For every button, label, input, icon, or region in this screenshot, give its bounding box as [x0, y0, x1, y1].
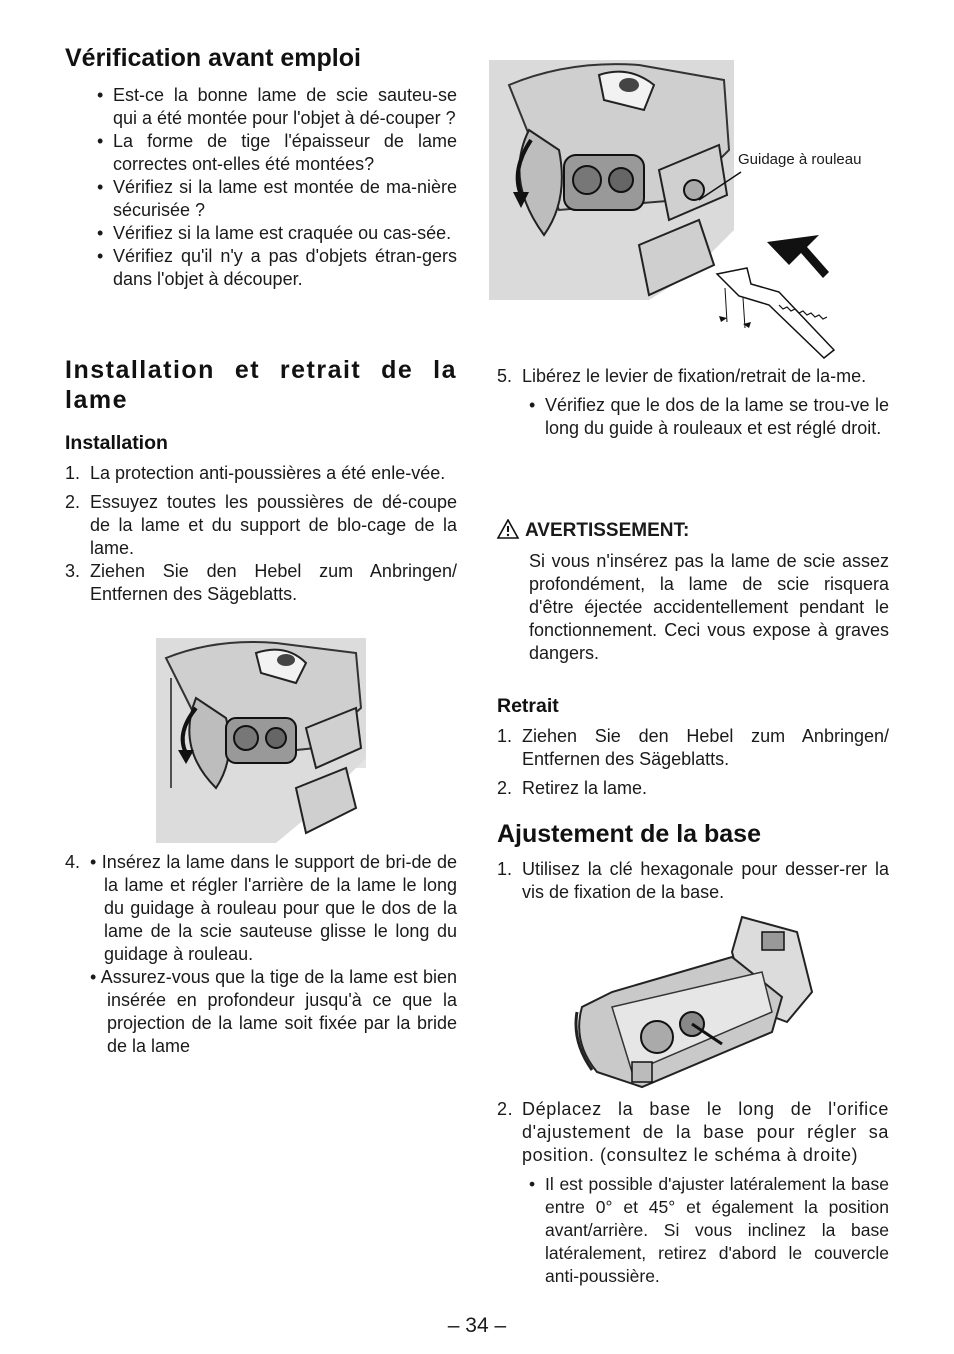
subsection-installation: Installation	[65, 432, 168, 454]
figure-caption-roller-guide: Guidage à rouleau	[738, 151, 862, 168]
list-item: • Vérifiez si la lame est craquée ou cas-sée.	[65, 222, 457, 245]
list-item: 5. Libérez le levier de fixation/retrait de la-me.	[497, 366, 867, 386]
subsection-retrait: Retrait	[497, 695, 559, 717]
base-step-2	[497, 1098, 889, 1288]
verification-list	[65, 84, 457, 291]
list-item: 3. Ziehen Sie den Hebel zum Anbringen/ Entfernen des Sägeblatts.	[65, 561, 457, 604]
warning-title: AVERTISSEMENT:	[525, 520, 690, 541]
list-item: 2. Retirez la lame.	[497, 778, 648, 798]
list-item: • Il est possible d'ajuster latéralement la base entre 0° et 45° et également la position avant/arrière. Si vous inclinez la base latéralement, retirez d'abord le couvercle anti-poussière.	[497, 1173, 889, 1288]
list-item: 4. • Insérez la lame dans le support de bri-de de la lame et régler l'arrière de la lame le long du guidage à rouleau pour que le dos de la lame de la scie sauteuse glisse le long du guidage à rouleau. • Assurez-vous que la tige de la lame est bien insérée en profondeur jusqu'à ce que la projection de la lame soit fixée par la bride de la lame	[65, 852, 457, 1056]
list-item: 2. Déplacez la base le long de l'orifice d'ajustement de la base pour régler sa position. (consultez le schéma à droite)	[497, 1099, 889, 1165]
installation-steps	[65, 462, 457, 606]
list-item: 1. Ziehen Sie den Hebel zum Anbringen/ Entfernen des Sägeblatts.	[497, 726, 889, 769]
step-5	[497, 365, 889, 440]
list-item: • Vérifiez que le dos de la lame se trou-ve le long du guide à rouleaux et est réglé droit.	[497, 394, 889, 440]
section-title-verification: Vérification avant emploi	[65, 44, 361, 72]
warning-heading	[497, 519, 689, 543]
base-step-1	[497, 858, 889, 904]
figure-lever-illustration	[156, 638, 366, 843]
figure-roller-guide-illustration	[489, 60, 889, 365]
page-number: – 34 –	[447, 1314, 507, 1337]
list-item: • La forme de tige l'épaisseur de lame correctes ont-elles été montées?	[65, 130, 457, 176]
list-item: 1. Utilisez la clé hexagonale pour desser-rer la vis de fixation de la base.	[497, 859, 889, 902]
list-item: • Vérifiez qu'il n'y a pas d'objets étran-gers dans l'objet à découper.	[65, 245, 457, 291]
list-item: 2. Essuyez toutes les poussières de dé-coupe de la lame et du support de blo-cage de la lame.	[65, 492, 457, 558]
list-item: • Est-ce la bonne lame de scie sauteu-se qui a été montée pour l'objet à dé-couper ?	[65, 84, 457, 130]
retrait-steps	[497, 725, 889, 800]
figure-base-adjustment-illustration	[572, 912, 817, 1092]
list-item: 1. La protection anti-poussières a été enle-vée.	[65, 463, 446, 483]
step-4	[65, 851, 457, 1058]
warning-text: Si vous n'insérez pas la lame de scie assez profondément, la lame de scie risquera d'être éjectée accidentellement pendant le fonctionnement. Ceci vous expose à graves dangers.	[529, 551, 889, 663]
section-title-base: Ajustement de la base	[497, 820, 761, 848]
section-title-installation: Installation et retrait de la lame	[65, 356, 457, 414]
list-item: • Vérifiez si la lame est montée de ma-nière sécurisée ?	[65, 176, 457, 222]
warning-triangle-icon	[497, 519, 519, 539]
